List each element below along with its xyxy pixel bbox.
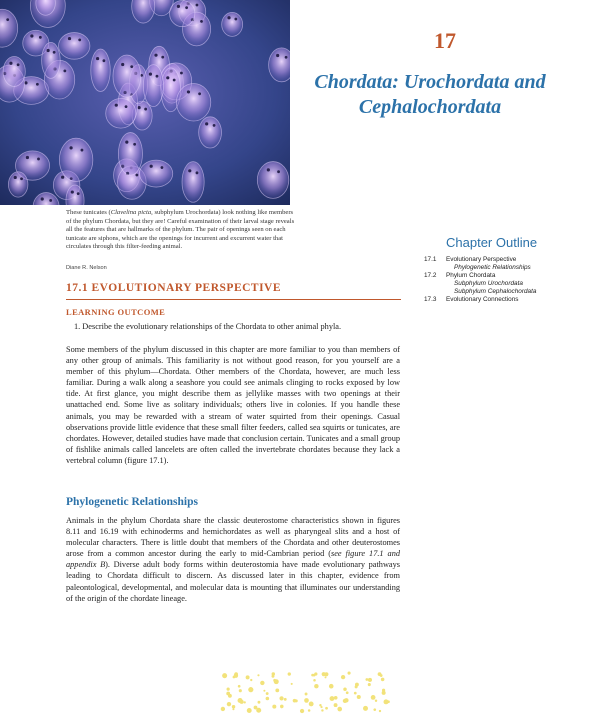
outline-item-number: 17.2 <box>424 271 437 279</box>
tunicate-zooid <box>269 48 290 82</box>
decorative-dot <box>232 705 235 708</box>
decorative-dot <box>281 706 283 708</box>
decorative-dot <box>221 707 225 711</box>
tunicate-siphon <box>173 79 176 82</box>
tunicate-siphon <box>37 158 40 161</box>
decorative-dot <box>382 691 386 695</box>
decorative-dot <box>222 673 227 678</box>
outline-item <box>424 256 536 264</box>
decorative-dot <box>354 692 357 695</box>
tunicate-siphon <box>166 76 169 79</box>
tunicate-siphon <box>161 166 164 169</box>
tunicate-zooid <box>143 65 163 107</box>
tunicate-zooid <box>42 42 61 78</box>
tunicate-siphon <box>36 83 39 86</box>
chapter-outline-title: Chapter Outline <box>446 235 538 250</box>
decorative-dot <box>266 692 269 695</box>
tunicate-siphon <box>156 75 159 78</box>
decorative-dot <box>387 700 390 703</box>
decorative-dot <box>368 678 372 682</box>
outline-item <box>424 272 536 280</box>
decorative-dot <box>373 708 376 711</box>
tunicate-siphon <box>277 170 280 173</box>
tunicate-zooid <box>140 160 173 187</box>
decorative-dot <box>325 707 328 710</box>
decorative-dot <box>227 702 231 706</box>
tunicate-siphon <box>61 176 64 179</box>
outline-item-label: Phylum Chordata <box>446 271 496 279</box>
tunicate-siphon <box>49 199 52 202</box>
decorative-dot <box>355 683 359 687</box>
decorative-dot <box>232 708 234 710</box>
tunicate-siphon <box>103 59 106 62</box>
tunicate-siphon <box>121 63 124 66</box>
tunicate-siphon <box>30 34 33 37</box>
decorative-dot <box>348 672 351 675</box>
tunicate-zooid <box>118 133 142 176</box>
chapter-title-line2: Cephalochordata <box>358 96 502 118</box>
outline-subitem: Subphylum Urochordata <box>454 279 523 287</box>
outline-item-number: 17.1 <box>424 256 437 263</box>
decorative-dot <box>284 698 287 701</box>
section-heading: 17.1 EVOLUTIONARY PERSPECTIVE <box>66 282 282 294</box>
tunicate-photo <box>0 0 290 205</box>
decorative-dot <box>368 683 371 686</box>
decorative-dot <box>321 709 323 711</box>
tunicate-siphon <box>53 51 56 54</box>
tunicate-siphon <box>154 54 157 57</box>
tunicate-siphon <box>6 18 9 21</box>
decorative-dot <box>363 706 368 711</box>
tunicate-zooid <box>199 117 222 148</box>
tunicate-siphon <box>47 49 50 52</box>
decorative-dot <box>357 695 361 699</box>
decorative-dot <box>246 675 250 679</box>
tunicate-zooid <box>182 162 204 203</box>
tunicate-siphon <box>14 176 17 179</box>
decorative-dot <box>309 702 314 707</box>
outline-subitem: Phylogenetic Relationships <box>454 263 531 271</box>
decorative-dot <box>248 687 253 692</box>
tunicate-siphon <box>125 105 128 108</box>
decorative-dot <box>378 672 382 676</box>
decorative-dot <box>343 687 347 691</box>
decorative-dot <box>379 710 381 712</box>
tunicate-siphon <box>205 122 208 125</box>
tunicate-siphon <box>81 149 84 152</box>
tunicate-siphon <box>227 16 230 19</box>
decorative-dot <box>271 675 274 678</box>
tunicate-siphon <box>276 54 279 57</box>
decorative-dot <box>330 696 335 701</box>
decorative-dot <box>254 706 258 710</box>
tunicate-siphon <box>144 108 147 111</box>
decorative-dot <box>227 688 230 691</box>
decorative-dot <box>279 696 283 700</box>
decorative-dot <box>226 692 230 696</box>
decorative-dot <box>319 704 321 706</box>
decorative-dot <box>291 683 293 685</box>
tunicate-zooid <box>59 138 92 181</box>
tunicate-siphon <box>24 81 27 84</box>
outline-item-label: Evolutionary Connections <box>446 295 519 303</box>
decorative-dots <box>210 668 400 723</box>
learning-outcome-item: 1. Describe the evolutionary relationships of the Chordata to other animal phyla. <box>74 322 342 331</box>
decorative-dot <box>250 679 252 681</box>
decorative-dot <box>313 674 316 677</box>
tunicate-siphon <box>96 57 99 60</box>
caption-species: Clavelina picta, <box>110 209 153 216</box>
decorative-dot <box>329 684 334 689</box>
decorative-dot <box>295 699 298 702</box>
tunicate-zooid <box>106 99 136 129</box>
chapter-title <box>300 70 560 120</box>
tunicate-siphon <box>177 5 180 8</box>
decorative-dot <box>260 681 264 685</box>
tunicate-siphon <box>285 56 288 59</box>
decorative-dot <box>239 689 242 692</box>
decorative-dot <box>244 701 246 703</box>
tunicate-zooid <box>176 83 210 121</box>
paragraph-2-part-a: Animals in the phylum Chordata share the classic deuterostome characteristics shown in figures 8.11 and 16.19 with echinoderms and hemichordates as well as pharyngeal slits and a host of molecular characters. There is little doubt that members of the Chordata and other deuterostomes arose from a common ancestor during the early to mid-Cambrian period ( <box>66 516 400 559</box>
outline-item-number: 17.3 <box>424 295 437 303</box>
decorative-dot <box>314 684 318 688</box>
tunicate-siphon <box>41 197 44 200</box>
tunicate-siphon <box>149 72 152 75</box>
tunicate-siphon <box>115 104 118 107</box>
paragraph-2 <box>66 515 400 604</box>
decorative-dot <box>238 685 241 688</box>
decorative-dot <box>308 709 311 712</box>
learning-outcome-heading: LEARNING OUTCOME <box>66 307 166 317</box>
decorative-dot <box>263 690 265 692</box>
tunicate-siphon <box>63 69 66 72</box>
tunicate-siphon <box>180 72 183 75</box>
tunicate-zooid <box>222 12 243 36</box>
tunicate-zooid <box>257 162 288 199</box>
outline-item <box>424 296 536 304</box>
tunicate-siphon <box>78 38 81 41</box>
tunicate-siphon <box>68 37 71 40</box>
tunicate-siphon <box>196 171 199 174</box>
decorative-dot <box>257 674 259 676</box>
outline-item-label: Evolutionary Perspective <box>446 256 517 263</box>
decorative-dot <box>258 701 261 704</box>
tunicate-zooid <box>59 33 90 60</box>
tunicate-zooid <box>8 172 27 197</box>
decorative-dot <box>275 688 279 692</box>
decorative-dot <box>273 679 276 682</box>
tunicate-siphon <box>213 124 216 127</box>
tunicate-siphon <box>135 174 138 177</box>
tunicate-siphon <box>125 141 128 144</box>
tunicate-siphon <box>133 143 136 146</box>
decorative-dot <box>266 697 270 701</box>
decorative-dot <box>247 708 252 713</box>
tunicate-zooid <box>3 57 25 87</box>
tunicate-siphon <box>9 62 12 65</box>
subheading-phylogenetic: Phylogenetic Relationships <box>66 496 198 508</box>
decorative-dot <box>375 700 377 702</box>
caption-lead: These tunicates ( <box>66 209 111 216</box>
decorative-dot <box>346 691 349 694</box>
paragraph-2-figure-ref: see figure 17.1 and appendix B <box>66 549 400 570</box>
tunicate-siphon <box>200 20 203 23</box>
tunicate-siphon <box>71 190 74 193</box>
tunicate-siphon <box>17 63 20 66</box>
tunicate-siphon <box>196 4 199 7</box>
tunicate-siphon <box>198 92 201 95</box>
decorative-dot <box>272 705 276 709</box>
tunicate-siphon <box>20 177 23 180</box>
decorative-dot <box>304 698 309 703</box>
decorative-dot <box>334 696 338 700</box>
tunicate-siphon <box>130 65 133 68</box>
tunicate-siphon <box>77 192 80 195</box>
decorative-dot <box>341 675 345 679</box>
decorative-dot <box>343 699 347 703</box>
chapter-number: 17 <box>434 28 456 53</box>
tunicate-siphon <box>267 168 270 171</box>
tunicate-zooid <box>113 55 141 97</box>
tunicate-siphon <box>161 56 164 59</box>
tunicate-siphon <box>26 156 29 159</box>
section-rule <box>66 299 401 300</box>
outline-subitem: Subphylum Cephalochordata <box>454 287 537 295</box>
tunicate-siphon <box>185 6 188 9</box>
tunicate-siphon <box>150 165 153 168</box>
decorative-dot <box>288 672 291 675</box>
tunicate-siphon <box>234 18 237 21</box>
decorative-dot <box>238 698 243 703</box>
photo-credit: Diane R. Nelson <box>66 265 107 271</box>
chapter-title-line1: Chordata: Urochordata and <box>314 71 546 93</box>
decorative-dot <box>234 675 237 678</box>
tunicate-siphon <box>187 90 190 93</box>
decorative-dot <box>337 707 342 712</box>
tunicate-siphon <box>188 169 191 172</box>
photo-caption <box>66 209 298 252</box>
decorative-dot <box>381 678 385 682</box>
decorative-dot <box>371 695 376 700</box>
decorative-dot <box>313 679 316 682</box>
decorative-dot <box>300 709 304 713</box>
tunicate-zooid <box>170 0 195 26</box>
decorative-dot <box>324 672 328 676</box>
decorative-dot <box>324 676 326 678</box>
paragraph-1: Some members of the phylum discussed in this chapter are more familiar to you than members of any other group of animals. This familiarity is not without good reason, for you yourself are a member of this phylum—Chordata. Other members of the Chordata, however, are much less familiar. During a walk along a seashore you could see animals clinging to rocks exposed by low tide. At first glance, you might describe them as jellylike masses with two openings at their unattached end. Some live as solitary individuals; others live in colonies. If you handle these animals, you may be rewarded with a stream of water squirted from their openings. Casual observations provide little evidence that these small filter feeders, called sea squirts or tunicates, are chordates. However, detailed studies have made that conclusion certain. Tunicates and a small group of fishlike animals called lancelets are often called the invertebrate chordates because they lack a vertebral column (figure 17.1). <box>66 345 400 465</box>
chapter-outline <box>424 256 536 303</box>
paragraph-2-part-b: ). Diverse adult body forms within deuterostomia have made evolutionary pathways leading to Chordata difficult to discern. As discussed later in this chapter, evidence from paleontological, developmental, and molecular data is mounting that illuminates our understanding of the origin of the chordate lineage. <box>66 560 400 603</box>
caption-text: subphylum Urochordata) look nothing like members of the phylum Chordata, but they are! Careful examination of their larval stage reveals all the features that are hallmarks of the phylum. The pair of openings seen on each tunicate are siphons, which are the openings for incurrent and excurrent water that circulates through this filter-feeding animal. <box>66 209 295 251</box>
decorative-dot <box>365 678 368 681</box>
tunicate-siphon <box>69 146 72 149</box>
tunicate-zooid <box>91 49 110 92</box>
tunicate-siphon <box>39 36 42 39</box>
decorative-dot <box>334 703 338 707</box>
decorative-dot <box>305 692 308 695</box>
